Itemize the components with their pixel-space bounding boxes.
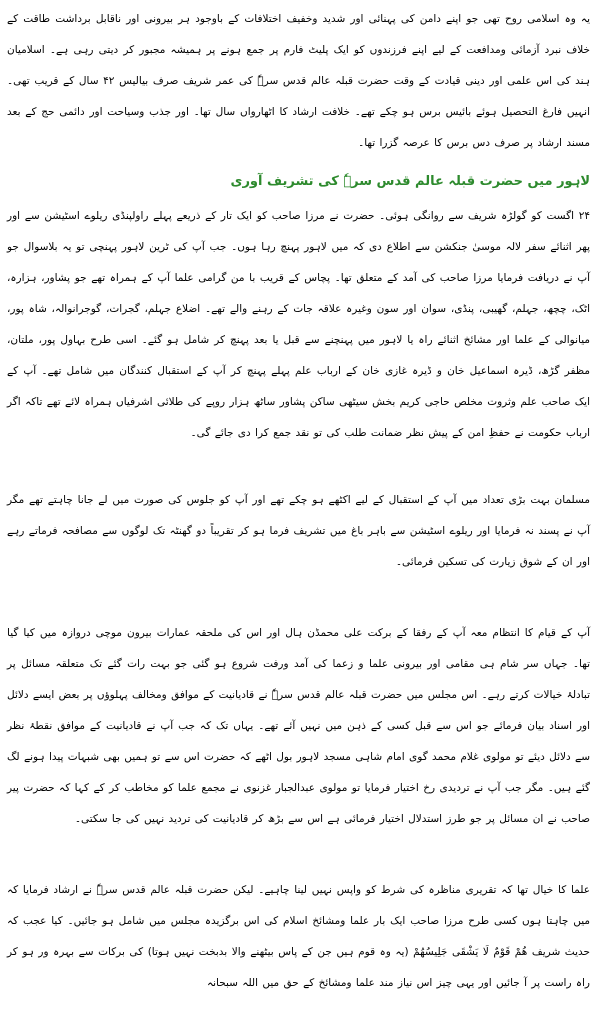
paragraph-gap: [7, 835, 590, 875]
paragraph-3: مسلمان بہت بڑی تعداد میں آپ کے استقبال کے لیے اکٹھے ہو چکے تھے اور آپ کو جلوس کی صورت میں لے جانا چاہتے تھے مگر آپ نے پسند نہ فرمایا اور ریلوے اسٹیشن سے باہر باغ میں تشریف فرما ہو کر تقریباً دو گھنٹہ تک لوگوں سے مصافحہ فرماتے رہے اور ان کے شوق زیارت کی تسکین فرمائی۔: [7, 494, 590, 568]
paragraph-gap: [7, 449, 590, 485]
paragraph-4: آپ کے قیام کا انتظام معہ آپ کے رفقا کے برکت علی محمڈن ہال اور اس کی ملحقہ عمارات بیرون موچی دروازہ میں کیا گیا تھا۔ جہاں سر شام ہی مقامی اور بیرونی علما و زعما کی آمد ورفت شروع ہو گئی جو بہت رات گئے تک متعلقہ مسائل پر تبادلۂ خیالات کرتے رہے۔ اس مجلس میں حضرت قبلہ عالم قدس سرہٗ نے قادیانیت کے موافق ومخالف پہلوؤں پر بعض ایسے دلائل اور اسناد بیان فرمائے جو اس سے قبل کسی کے ذہن میں نہیں آئے تھے۔ یہاں تک کہ جب آپ نے قادیانیت کے موافق نقطۂ نظر سے دلائل دیئے تو مولوی غلام محمد گوی امام شاہی مسجد لاہور بول اٹھے کہ حضرت اس سے تو ہمیں بھی شبہات پیدا ہونے لگ گئے ہیں۔ مگر جب آپ نے تردیدی رخ اختیار فرمایا تو مولوی عبدالجبار غزنوی نے مجمع علما کو مخاطب کر کے کہا کہ حضرت پیر صاحب نے ان مسائل پر جو طرز استدلال اختیار فرمائی ہے اس سے بڑھ کر قادیانیت کی تردید نہیں کی جا سکتی۔: [7, 627, 590, 825]
paragraph-5: علما کا خیال تھا کہ تقریری مناظرہ کی شرط کو واپس نہیں لینا چاہیے۔ لیکن حضرت قبلہ عالم قدس سرہٗ نے ارشاد فرمایا کہ میں چاہتا ہوں کسی طرح مرزا صاحب ایک بار علما ومشائخ اسلام کی اس برگزیدہ مجلس میں شامل ہو جائیں۔ کیا عجب کہ حدیث شریف هُمْ قَوْمٌ لَا يَشْقَى جَلِيسُهُمْ (یہ وہ قوم ہیں جن کے پاس بیٹھنے والا بدبخت نہیں ہوتا) کی برکات سے بہرہ ور ہو کر راہ راست پر آ جائیں اور یہی چیز اس نیاز مند علما ومشائخ کے حق میں اللہ سبحانہ: [7, 884, 590, 989]
paragraph-1: یہ وہ اسلامی روح تھی جو اپنے دامن کی پہنائی اور شدید وخفیف اختلافات کے باوجود ہر بیرونی اور ناقابل برداشت طاقت کے خلاف نبرد آزمائی ومدافعت کے لیے اپنے فرزندوں کو ایک پلیٹ فارم پر جمع ہونے پر ہمیشہ مجبور کر دیتی رہی ہے۔ اسلامیان ہند کی اس علمی اور دینی قیادت کے وقت حضرت قبلہ عالم قدس سرہٗ کی عمر شریف صرف بیالیس ۴۲ سال کے قریب تھی۔ انہیں فارغ التحصیل ہوئے بائیس برس ہو چکے تھے۔ خلافت ارشاد کا اٹھارواں سال تھا۔ اور جذب وسیاحت اور دائمی حج کے بعد مسند ارشاد پر صرف دس برس کا عرصہ گزرا تھا۔: [7, 13, 590, 149]
paragraph-2: ۲۴ اگست کو گولڑہ شریف سے روانگی ہوئی۔ حضرت نے مرزا صاحب کو ایک تار کے ذریعے پہلے راولپنڈی ریلوے اسٹیشن سے اور پھر اثنائے سفر لالہ موسیٰ جنکشن سے اطلاع دی کہ میں لاہور پہنچ رہا ہوں۔ جب آپ کی ٹرین لاہور پہنچی تو یہ بلاسوال جو آپ نے دریافت فرمایا مرزا صاحب کی آمد کے متعلق تھا۔ پچاس کے قریب با من گرامی علما آپ کے ہمراہ تھے جو پشاور، ہزارہ، اٹک، چچھ، جہلم، گھیبی، پنڈی، سوان اور سون وغیرہ علاقہ جات کے رہنے والے تھے۔ اضلاع جہلم، گجرات، گوجرانوالہ، شاہ پور، میانوالی کے علما اور مشائخ اثنائے راہ یا لاہور میں پہنچنے سے قبل یا بعد پہنچ کر شامل ہو گئے۔ اسی طرح بہاول پور، ملتان، مظفر گڑھ، ڈیرہ اسماعیل خان و ڈیرہ غازی خان کے ارباب علم پہلے پہنچ کر آپ کے استقبال کنندگان میں شامل تھے۔ آپ کے ایک صاحب علم وثروت مخلص حاجی کریم بخش سیٹھی ساکن پشاور ساٹھ ہزار روپے کی طلائی اشرفیاں ہمراہ لائے تھے تاکہ اگر ارباب حکومت نے حفظِ امن کے پیش نظر ضمانت طلب کی تو نقد جمع کرا دی جائے گی۔: [7, 210, 590, 439]
paragraph-gap: [7, 578, 590, 618]
section-heading: لاہور میں حضرت قبلہ عالم قدس سرہٗ کی تشریف آوری: [230, 174, 590, 189]
